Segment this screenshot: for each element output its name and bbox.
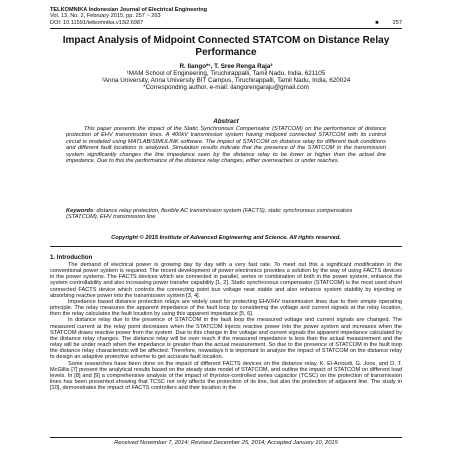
paper-title: Impact Analysis of Midpoint Connected STATCOM on Distance Relay Performance bbox=[62, 35, 390, 58]
journal-header bbox=[50, 7, 402, 26]
keywords bbox=[66, 208, 386, 221]
paragraph: Some researches have been done on the impact of different FACTS devices on the distance relay. K. El-Arroudi, G. Joos, and D. T. McGillis [7] present the analytical results based on the steady state model of STATCOM, and outline the impact of STATCOM on different load levels. In [8] and [9] a comprehensive analysis of the impact of thyristor-controlled series capacitor (TCSC) on the protection of transmission lines has been presented showing that TCSC not only affects the protection of its line, but also the protection of adjacent line. The study in [10], demonstrates the impact of FACTS controllers and their location in the bbox=[50, 360, 402, 392]
copyright: Copyright © 2015 Institute of Advanced Engineering and Science. All rights reserved. bbox=[111, 235, 341, 241]
footer-rule bbox=[50, 437, 402, 438]
paragraph: Impedance based distance protection relays are widely used for protecting EHV/HV transmission lines due to their simple operating principle. The relay measures the apparent impedance of the fault loop by considering the voltage and current signals at the relay location, then the relay calculates the fault location by using this apparent impedance [5, 6]. bbox=[50, 298, 402, 318]
author-names: R. Ilango*¹, T. Sree Renga Raja² bbox=[179, 63, 273, 70]
abstract-heading: Abstract bbox=[213, 118, 239, 125]
paragraph: In distance relay due to the presence of STATCOM in the fault loop the measured voltage and current signals are changed. The measured current at the relay point decreases when the STATCOM injects reactive power into the power system and increases when the STATCOM draws reactive power from the system. Due to this change in the voltage and current signals the apparent impedance calculated by the distance relay changes. The distance relay will be over reach if the measured impedance is less than the actual measurement and the relay will be under reach when the impedance is greater than the actual measurement. So due to the presence of STATCOM in the fault loop the distance relay characteristic will be affected. Therefore, nowadays it is important to analyze the impact of STATCOM on the distance relay to design an adaptive protective scheme to get accurate fault location. bbox=[50, 317, 402, 361]
corresponding-author: *Corresponding author, e-mail: ilangorengaraju@gmail.com bbox=[143, 84, 309, 91]
keywords-label: Keywords bbox=[66, 208, 94, 214]
received-dates: Received November 7, 2014; Revised December 25, 2014; Accepted January 10, 2015 bbox=[114, 440, 338, 446]
abstract-text: This paper presents the impact of the Static Synchronous Compensator (STATCOM) on the performance of distance protection of EHV transmission lines. A 400kV transmission system having midpoint connected STATCOM with its control circuit is modeled using MATLAB/SIMULINK software. The impact of STATCOM on distance relay for different fault conditions and different fault locations is analyzed. Simulation results indicate that the presence of the STATCOM in the transmission system significantly changes the line impedance seen by the distance relay to be lower or higher than the actual line impedance. Due to this the performance of the distance relay changes, either overreaches or under reaches. bbox=[66, 126, 386, 165]
journal-name: TELKOMNIKA Indonesian Journal of Electrical Engineering bbox=[50, 7, 208, 13]
section-heading: 1. Introduction bbox=[50, 254, 93, 261]
header-rule bbox=[50, 28, 402, 29]
doi-row bbox=[50, 20, 402, 26]
affiliation-1: ¹MAM School of Engineering, Tiruchirappalli, Tamil Nadu, India, 621105 bbox=[126, 70, 326, 77]
copyright-rule bbox=[50, 246, 402, 247]
page-marker bbox=[375, 20, 402, 26]
doi: DOI: 10.11591/telkomnika.v13i2.6987 bbox=[50, 19, 144, 26]
page-number: 257 bbox=[392, 19, 402, 26]
author-block bbox=[60, 63, 392, 91]
volume-info: Vol. 13, No. 2, February 2015, pp. 257 ~ 263 bbox=[50, 13, 161, 20]
page-symbol: ■ bbox=[375, 19, 379, 26]
keywords-text: : distance relay protection, flexible AC transmission system (FACTS), static synchronous compensators (STATCOM), EHV transmission line bbox=[66, 208, 353, 221]
affiliation-2: ²Anna University, Anna University BIT Campus, Tiruchirappalli, Tamil Nadu, India, 620024 bbox=[101, 77, 351, 84]
body-text bbox=[50, 262, 402, 391]
paragraph: The demand of electrical power is growing day by day with a very fast rate. To meet out this a significant modification in the conventional power system is required. The recent development of power electronics provides a solution by the way of using FACTS devices in the power systems. The FACTS devices which are connected in parallel, series or combination of both in the power system, enhance the system controllability and also increasing power transfer capability [1, 2]. Static synchronous compensator (STATCOM) is the most used shunt connected FACTS device which controls the connecting point bus voltage near stable and also enhance system stability by injecting or absorbing reactive power into the transmission system [3, 4]. bbox=[50, 262, 402, 299]
